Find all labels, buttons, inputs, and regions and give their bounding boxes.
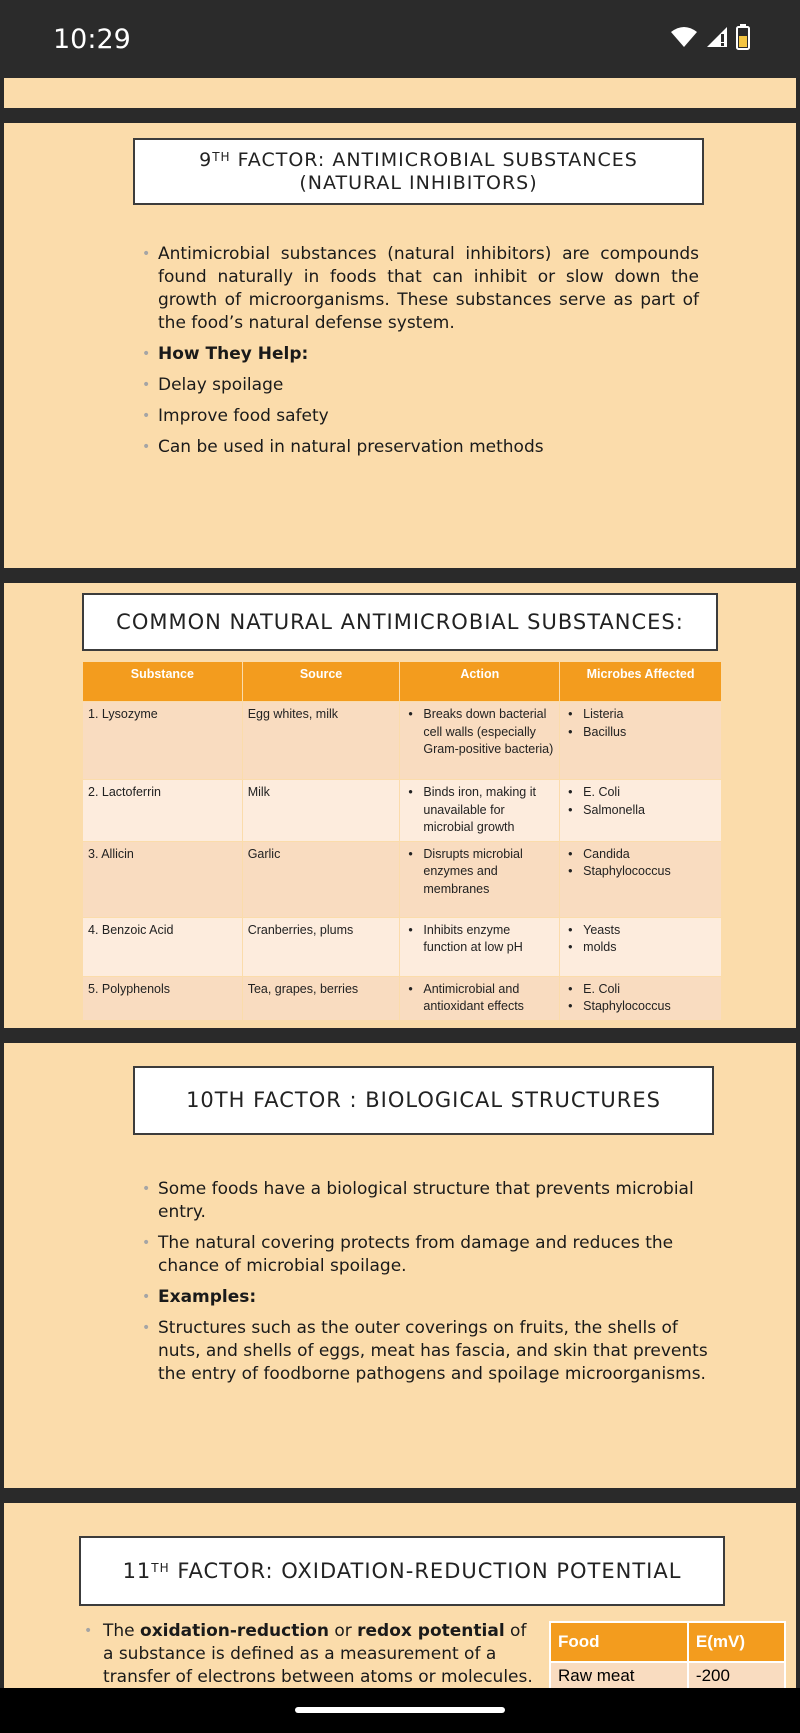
column-header: E(mV)	[688, 1622, 785, 1662]
bullet-list	[142, 1178, 722, 1394]
column-header: Substance	[83, 662, 243, 702]
table-header-row	[550, 1622, 785, 1662]
table-row: 2. Lactoferrin Milk • Binds iron, making it unavailable for microbial growth • E. Coli • Salmonella	[83, 780, 722, 842]
table-header-row	[83, 662, 722, 702]
bullet-point: • Structures such as the outer coverings on fruits, the shells of nuts, and shells of eggs, meat has fascia, and skin that prevents the entry of foodborne pathogens and spoilage microorganisms.	[142, 1317, 722, 1386]
status-time: 10:29	[53, 24, 131, 55]
home-gesture-handle[interactable]	[295, 1707, 505, 1713]
table-row: 5. Polyphenols Tea, grapes, berries • Antimicrobial and antioxidant effects • E. Coli • Staphylococcus	[83, 976, 722, 1020]
signal-icon	[706, 26, 728, 48]
slide-11th-factor	[4, 1503, 796, 1688]
table-row: 1. Lysozyme Egg whites, milk • Breaks down bacterial cell walls (especially Gram-positive bacteria) • Listeria • Bacillus	[83, 702, 722, 780]
column-header: Food	[550, 1622, 688, 1662]
slide-10th-factor	[4, 1043, 796, 1488]
status-icons	[670, 24, 750, 50]
bullet-intro: • Antimicrobial substances (natural inhibitors) are compounds found naturally in foods that can inhibit or slow down the growth of microorganisms. These substances serve as part of the food’s natural defense system.	[142, 243, 699, 335]
redox-definition: • The oxidation-reduction or redox potential of a substance is defined as a measurement of a transfer of electrons between atoms or molecules.	[84, 1620, 539, 1712]
bullet-heading: • Examples:	[142, 1286, 722, 1309]
column-header: Source	[242, 662, 400, 702]
navigation-bar	[0, 1688, 800, 1733]
slide-partial-top	[4, 78, 796, 108]
bullet-point: • The natural covering protects from damage and reduces the chance of microbial spoilage.	[142, 1232, 722, 1278]
bullet-point: • Improve food safety	[142, 405, 699, 428]
slide-title: 11TH FACTOR: OXIDATION-REDUCTION POTENTIAL	[79, 1536, 725, 1606]
battery-icon	[736, 24, 750, 50]
status-bar	[0, 0, 800, 78]
bullet-point: • Delay spoilage	[142, 374, 699, 397]
bullet-list	[142, 243, 699, 467]
bullet-point: • Can be used in natural preservation methods	[142, 436, 699, 459]
bullet-point: • Some foods have a biological structure that prevents microbial entry.	[142, 1178, 722, 1224]
column-header: Microbes Affected	[560, 662, 722, 702]
table-row: 3. Allicin Garlic • Disrupts microbial enzymes and membranes • Candida • Staphylococcus	[83, 841, 722, 917]
table-row: 4. Benzoic Acid Cranberries, plums • Inhibits enzyme function at low pH • Yeasts • molds	[83, 917, 722, 976]
bullet-heading: • How They Help:	[142, 343, 699, 366]
substances-table	[82, 661, 722, 1021]
slide-title: COMMON NATURAL ANTIMICROBIAL SUBSTANCES:	[82, 593, 718, 651]
column-header: Action	[400, 662, 560, 702]
slide-9th-factor	[4, 123, 796, 568]
table-row: Raw meat -200	[550, 1662, 785, 1690]
wifi-icon	[670, 26, 698, 48]
slide-common-substances	[4, 583, 796, 1028]
redox-table	[549, 1621, 786, 1691]
slide-title: 9TH FACTOR: ANTIMICROBIAL SUBSTANCES (NATURAL INHIBITORS)	[133, 138, 704, 205]
slide-title: 10TH FACTOR : BIOLOGICAL STRUCTURES	[133, 1066, 714, 1135]
